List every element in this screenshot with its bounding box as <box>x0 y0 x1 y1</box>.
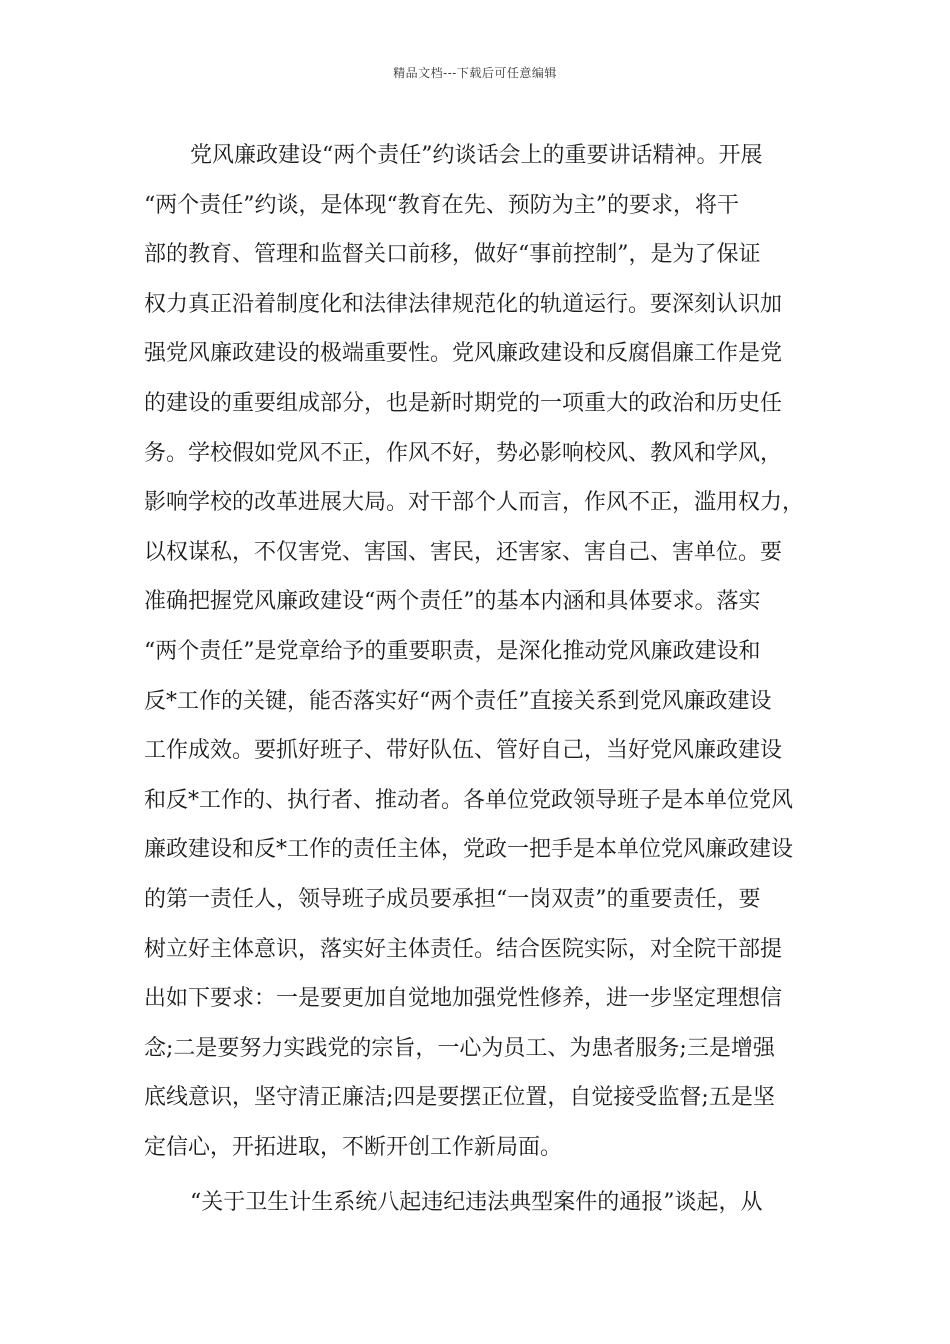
text-line: 以权谋私，不仅害党、害国、害民，还害家、害自己、害单位。要 <box>144 539 783 565</box>
text-line: 反*工作的关键，能否落实好“两个责任”直接关系到党风廉政建设 <box>144 688 772 714</box>
text-line: “关于卫生计生系统八起违纪违法典型案件的通报”谈起，从 <box>190 1190 763 1216</box>
text-line: 的建设的重要组成部分，也是新时期党的一项重大的政治和历史任 <box>144 390 783 416</box>
text-line: 树立好主体意识，落实好主体责任。结合医院实际，对全院干部提 <box>144 936 783 962</box>
text-line: 影响学校的改革进展大局。对干部个人而言，作风不正，滥用权力， <box>144 490 805 516</box>
text-line: 定信心，开拓进取，不断开创工作新局面。 <box>144 1134 563 1160</box>
text-line: 务。学校假如党风不正，作风不好，势必影响校风、教风和学风， <box>144 440 783 466</box>
document-body <box>144 131 820 1228</box>
text-line: 党风廉政建设“两个责任”约谈话会上的重要讲话精神。开展 <box>190 143 763 168</box>
text-line: 念;二是要努力实践党的宗旨，一心为员工、为患者服务;三是增强 <box>144 1035 775 1061</box>
text-line: 和反*工作的、执行者、推动者。各单位党政领导班子是本单位党风 <box>144 787 794 813</box>
text-line: 工作成效。要抓好班子、带好队伍、管好自己，当好党风廉政建设 <box>144 738 783 764</box>
text-line: 底线意识，坚守清正廉洁;四是要摆正位置，自觉接受监督;五是坚 <box>144 1085 775 1111</box>
text-line: 权力真正沿着制度化和法律法律规范化的轨道运行。要深刻认识加 <box>144 291 783 317</box>
page-header: 精品文档---下载后可任意编辑 <box>393 66 557 80</box>
text-line: 出如下要求：一是要更加自觉地加强党性修养，进一步坚定理想信 <box>144 986 783 1012</box>
text-line: 准确把握党风廉政建设“两个责任”的基本内涵和具体要求。落实 <box>144 589 761 615</box>
text-line: 强党风廉政建设的极端重要性。党风廉政建设和反腐倡廉工作是党 <box>144 341 783 367</box>
text-line: 部的教育、管理和监督关口前移，做好“事前控制”，是为了保证 <box>144 242 761 268</box>
text-line: “两个责任”是党章给予的重要职责，是深化推动党风廉政建设和 <box>144 638 761 664</box>
text-line: 的第一责任人，领导班子成员要承担“一岗双责”的重要责任，要 <box>144 886 761 912</box>
text-line: 廉政建设和反*工作的责任主体，党政一把手是本单位党风廉政建设 <box>144 837 794 863</box>
text-line: “两个责任”约谈，是体现“教育在先、预防为主”的要求，将干 <box>144 192 739 218</box>
